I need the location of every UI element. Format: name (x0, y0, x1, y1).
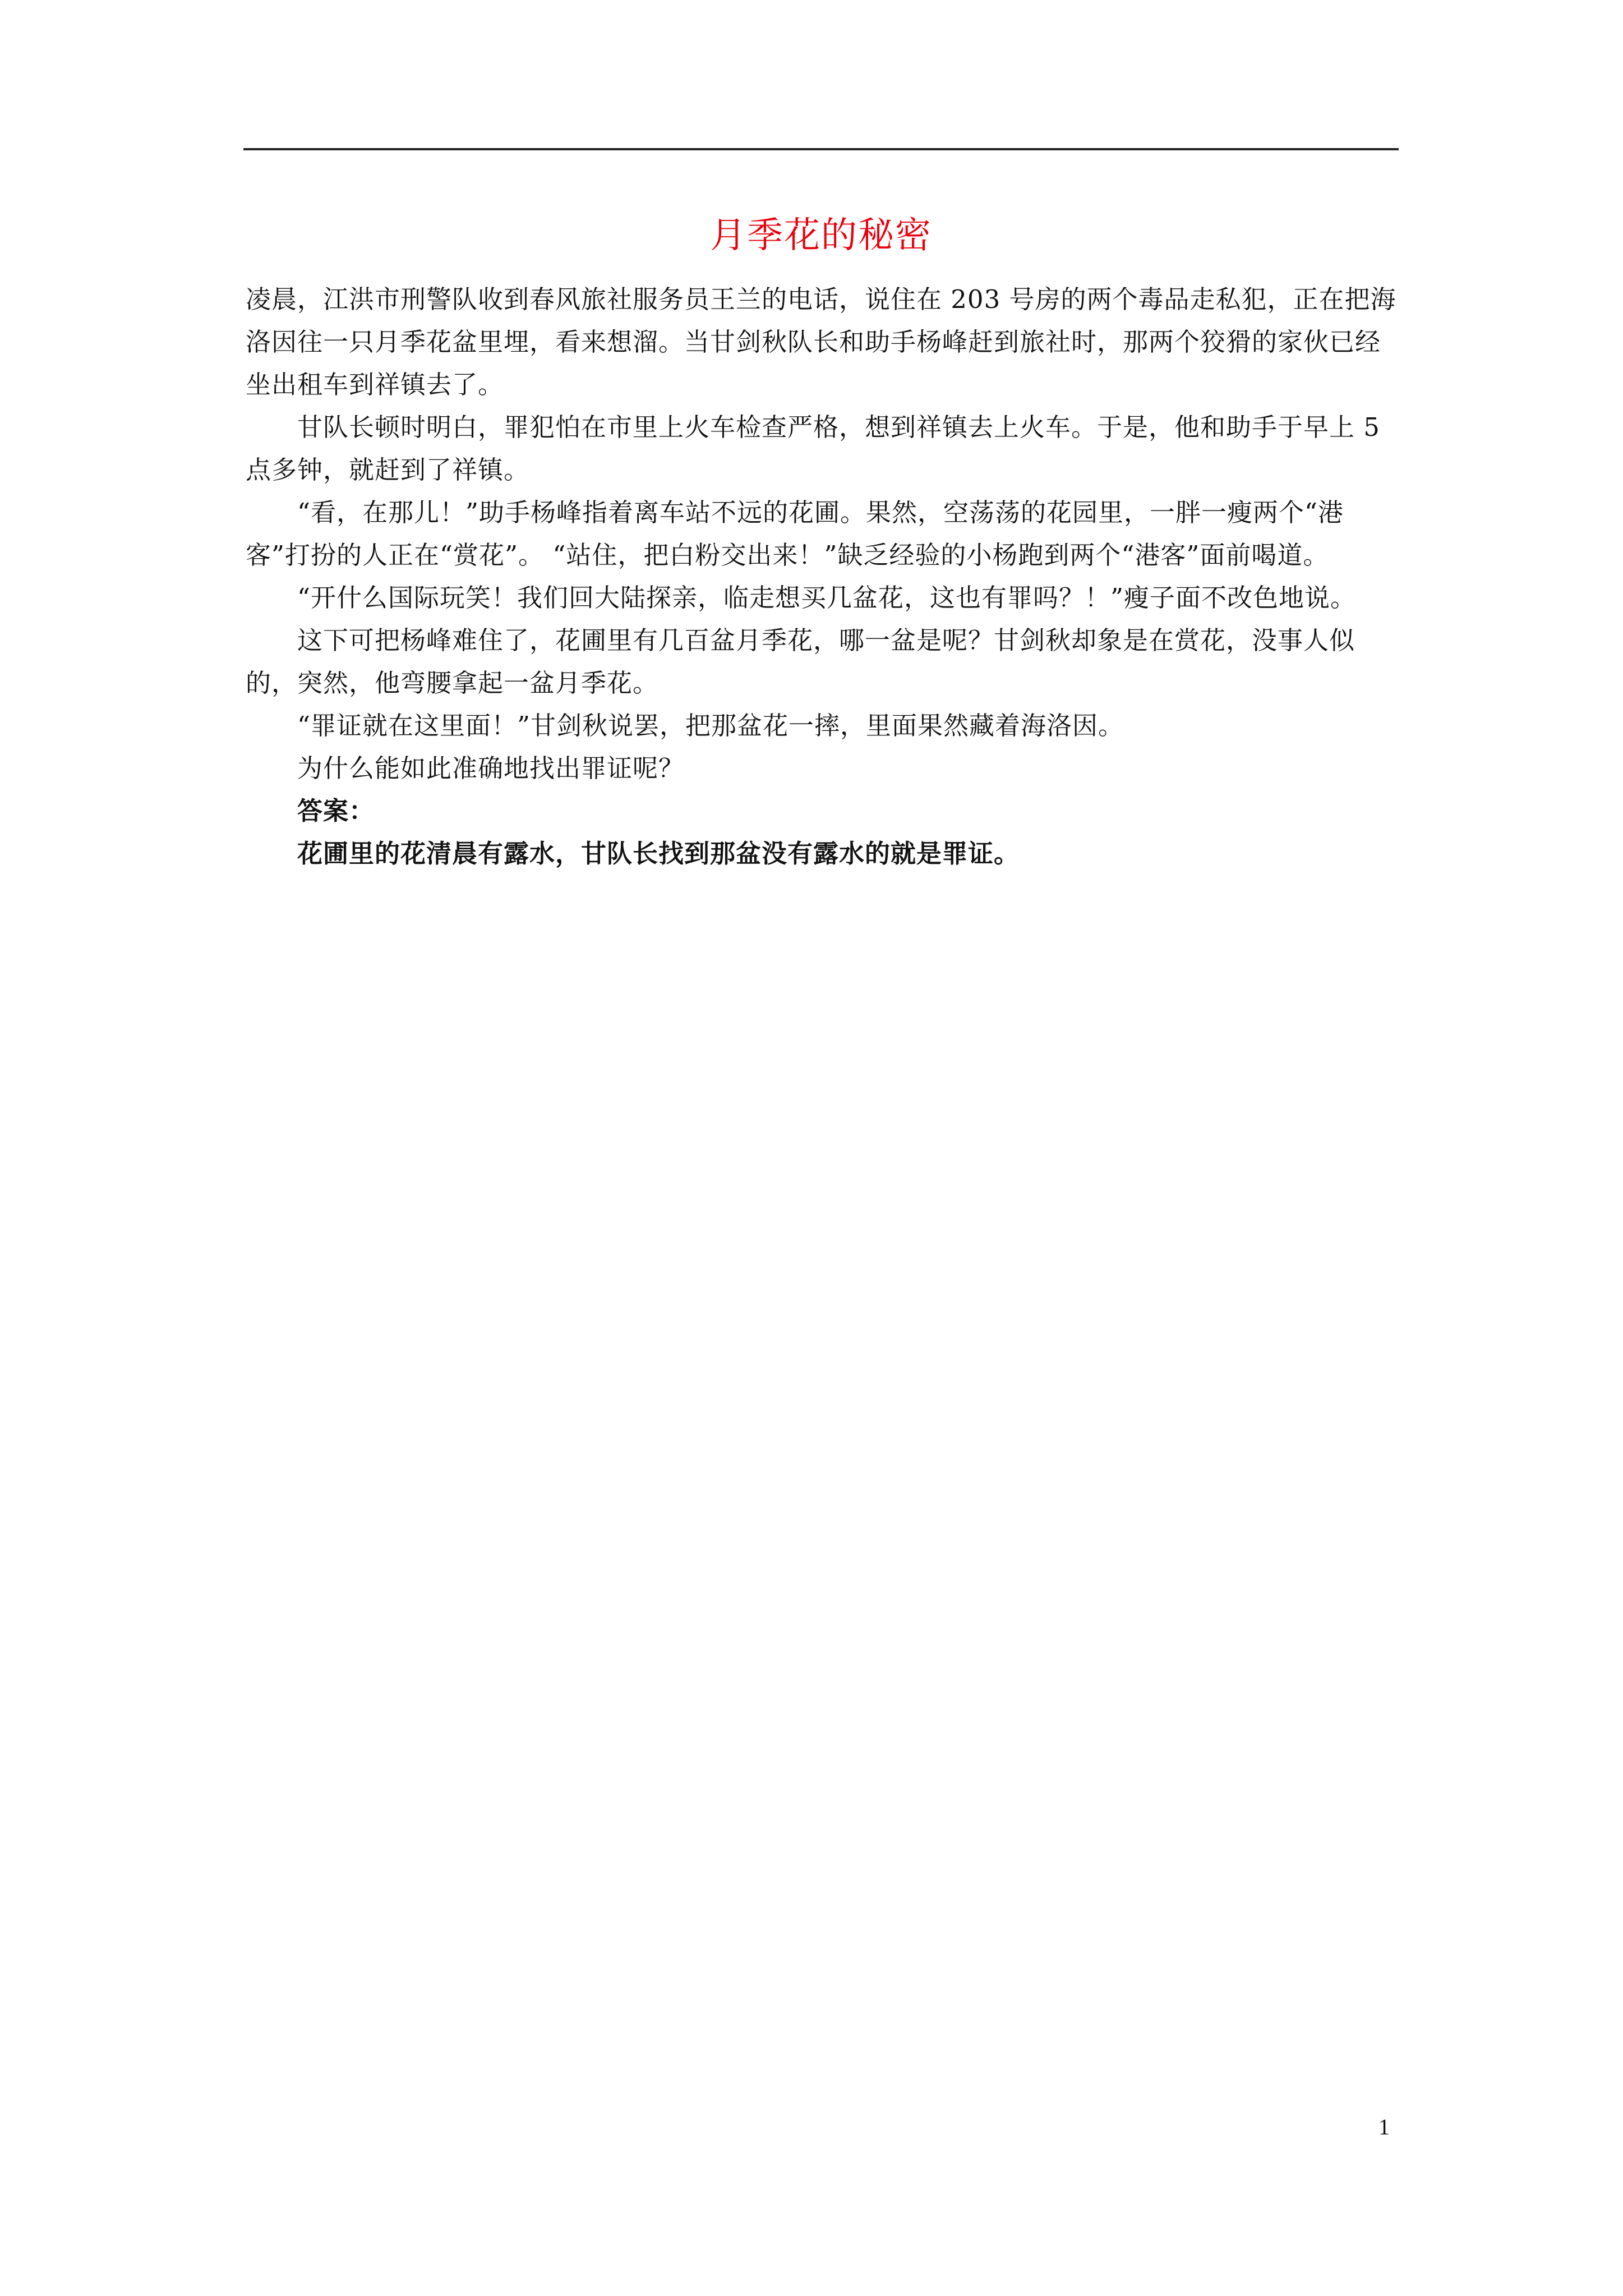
answer-label: 答案： (297, 796, 375, 826)
answer-text: 花圃里的花清晨有露水，甘队长找到那盆没有露水的就是罪证。 (297, 839, 1020, 868)
page-number: 1 (1378, 2114, 1390, 2139)
question-paragraph: 为什么能如此准确地找出罪证呢？ (297, 753, 685, 783)
paragraph-2: 甘队长顿时明白，罪犯怕在市里上火车检查严格，想到祥镇去上火车。于是，他和助手于早上 5 点多钟，就赶到了祥镇。 (246, 412, 1380, 485)
document-body (246, 278, 1401, 875)
paragraph-4: “开什么国际玩笑！我们回大陆探亲，临走想买几盆花，这也有罪吗？！”瘦子面不改色地说。 (297, 583, 1357, 613)
document-title: 月季花的秘密 (710, 215, 932, 256)
header-rule (243, 148, 1399, 150)
paragraph-3: “看，在那儿！”助手杨峰指着离车站不远的花圃。果然，空荡荡的花园里，一胖一瘦两个“港客”打扮的人正在“赏花”。 “站住，把白粉交出来！”缺乏经验的小杨跑到两个“港客”面前喝道。 (246, 498, 1344, 570)
paragraph-5: 这下可把杨峰难住了，花圃里有几百盆月季花，哪一盆是呢？甘剑秋却象是在赏花，没事人似的，突然，他弯腰拿起一盆月季花。 (246, 625, 1355, 698)
paragraph-6: “罪证就在这里面！”甘剑秋说罢，把那盆花一摔，里面果然藏着海洛因。 (297, 711, 1124, 740)
paragraph-1: 凌晨，江洪市刑警队收到春风旅社服务员王兰的电话，说住在 203 号房的两个毒品走私犯，正在把海洛因往一只月季花盆里埋，看来想溜。当甘剑秋队长和助手杨峰赶到旅社时，那两个狡猾的家伙已经坐出租车到祥镇去了。 (246, 284, 1396, 399)
